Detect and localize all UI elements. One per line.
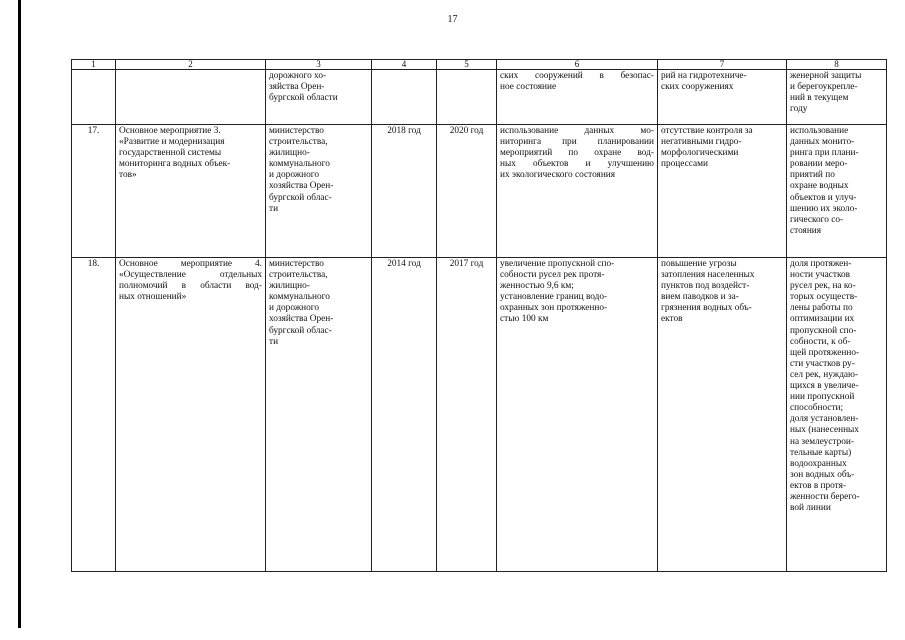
text-line: морфологическими (661, 148, 739, 159)
cell-activity (116, 125, 266, 258)
cell-activity (116, 70, 266, 125)
text-line: женерной защиты (790, 71, 862, 81)
continuation-row (72, 70, 887, 125)
text-line: зон водных объ- (790, 469, 855, 480)
text-line: женностью 9,6 км; (500, 281, 574, 292)
text-line: ности участков (790, 270, 851, 281)
cell-start-year: 2014 год (372, 258, 437, 572)
cell-consequences (658, 70, 787, 125)
text-line: ных (нанесенных (790, 425, 859, 436)
cell-end-year (437, 70, 497, 125)
text-line: строительства, (269, 137, 328, 148)
text-line: ний в текущем (790, 93, 849, 104)
text-line: женности берего- (790, 491, 860, 502)
document-table (71, 59, 887, 572)
text-line: охранных зон протяженно- (500, 303, 608, 314)
header-cell: 6 (497, 60, 658, 70)
table-row (72, 258, 887, 572)
text-line: хозяйства Орен- (269, 314, 334, 325)
text-line: ринга при плани- (790, 148, 859, 159)
header-cell: 1 (72, 60, 116, 70)
header-cell: 8 (787, 60, 887, 70)
text-line: гического со- (790, 214, 844, 225)
text-line: ное состояние (500, 82, 557, 93)
text-line: щихся в увеличе- (790, 381, 859, 392)
cell-number: 18. (72, 258, 116, 572)
text-line: негативными гидро- (661, 137, 742, 148)
text-line: государственной системы (119, 148, 222, 159)
text-line: зяйства Орен- (269, 82, 325, 93)
text-line: бургской области (269, 93, 338, 104)
cell-expected-result (497, 258, 658, 572)
header-cell: 2 (116, 60, 266, 70)
cell-consequences (658, 125, 787, 258)
text-line: охране водных (790, 181, 849, 192)
text-line: собности русел рек протя- (500, 270, 605, 281)
cell-expected-result (497, 70, 658, 125)
cell-end-year: 2017 год (437, 258, 497, 572)
header-cell: 3 (266, 60, 372, 70)
cell-executor (266, 70, 372, 125)
text-line: бургской облас- (269, 192, 332, 203)
text-line: повышение угрозы (661, 259, 737, 269)
text-line: русел рек, на ко- (790, 281, 856, 292)
text-line: и дорожного (269, 170, 320, 181)
header-row (72, 60, 887, 70)
text-line: пропускной спо- (790, 325, 857, 336)
text-line: установление границ водо- (500, 292, 608, 303)
text-line: министерство (269, 259, 324, 269)
text-line: пунктов под воздейст- (661, 281, 750, 292)
text-line: и берегоукрепле- (790, 82, 858, 93)
text-line: строительства, (269, 270, 328, 281)
text-line: мероприятий по охране вод- (500, 148, 654, 159)
text-line: дорожного хо- (269, 71, 327, 81)
text-line: ровании меро- (790, 159, 848, 170)
cell-expected-result (497, 125, 658, 258)
text-line: жилищно- (269, 148, 310, 159)
text-line: использование данных мо- (500, 126, 654, 136)
text-line: вием паводков и за- (661, 292, 739, 303)
text-line: процессами (661, 159, 708, 170)
table-row (72, 125, 887, 258)
text-line: ектов в протя- (790, 480, 846, 491)
text-line: водоохранных (790, 458, 847, 469)
header-cell: 7 (658, 60, 787, 70)
text-line: ниторинга при планировании (500, 137, 654, 148)
text-line: коммунального (269, 292, 330, 303)
header-cell: 5 (437, 60, 497, 70)
text-line: доля протяжен- (790, 259, 852, 269)
cell-executor (266, 125, 372, 258)
text-line: сел рек, нуждаю- (790, 369, 859, 380)
scan-edge-bar (18, 0, 21, 628)
text-line: объектов и улуч- (790, 192, 857, 203)
text-line: году (790, 104, 808, 115)
header-cell: 4 (372, 60, 437, 70)
text-line: доля установлен- (790, 414, 859, 425)
text-line: ных отношений» (119, 292, 187, 303)
text-line: нии пропускной (790, 392, 855, 403)
text-line: торых осуществ- (790, 292, 858, 303)
text-line: хозяйства Орен- (269, 181, 334, 192)
cell-activity (116, 258, 266, 572)
text-line: способности; (790, 403, 844, 414)
text-line: собности, к об- (790, 336, 851, 347)
text-line: тов» (119, 170, 137, 181)
text-line: их экологического состояния (500, 170, 616, 181)
text-line: ти (269, 203, 279, 214)
text-line: рий на гидротехниче- (661, 71, 747, 81)
cell-start-year: 2018 год (372, 125, 437, 258)
cell-indicator (787, 258, 887, 572)
cell-indicator (787, 70, 887, 125)
cell-consequences (658, 258, 787, 572)
text-line: шению их эколо- (790, 203, 858, 214)
text-line: ектов (661, 314, 683, 325)
page-number: 17 (447, 14, 458, 25)
text-line: Основное мероприятие 3. (119, 126, 221, 136)
text-line: оптимизации их (790, 314, 855, 325)
text-line: стью 100 км (500, 314, 549, 325)
text-line: грязнения водных объ- (661, 303, 752, 314)
text-line: лены работы по (790, 303, 853, 314)
text-line: мониторинга водных объек- (119, 159, 231, 170)
text-line: сти участков ру- (790, 358, 855, 369)
text-line: «Осуществление отдельных (119, 270, 262, 281)
text-line: вой линии (790, 503, 831, 514)
text-line: отсутствие контроля за (661, 126, 753, 136)
cell-number (72, 70, 116, 125)
text-line: данных монито- (790, 137, 855, 148)
text-line: полномочий в области вод- (119, 281, 262, 292)
text-line: Основное мероприятие 4. (119, 259, 262, 269)
text-line: увеличение пропускной спо- (500, 259, 615, 269)
text-line: коммунального (269, 159, 330, 170)
text-line: использование (790, 126, 849, 136)
text-line: и дорожного (269, 303, 320, 314)
cell-number: 17. (72, 125, 116, 258)
text-line: щей протяженно- (790, 347, 860, 358)
cell-executor (266, 258, 372, 572)
text-line: ских сооружений в безопас- (500, 71, 654, 81)
text-line: стояния (790, 225, 822, 236)
cell-end-year: 2020 год (437, 125, 497, 258)
cell-indicator (787, 125, 887, 258)
text-line: жилищно- (269, 281, 310, 292)
text-line: «Развитие и модернизация (119, 137, 225, 148)
text-line: бургской облас- (269, 325, 332, 336)
text-line: тельные карты) (790, 447, 852, 458)
text-line: ских сооружениях (661, 82, 734, 93)
text-line: на землеустрои- (790, 436, 854, 447)
text-line: приятий по (790, 170, 835, 181)
text-line: ти (269, 336, 279, 347)
cell-start-year (372, 70, 437, 125)
text-line: затопления населенных (661, 270, 755, 281)
text-line: министерство (269, 126, 324, 136)
text-line: ных объектов и улучшению (500, 159, 654, 170)
